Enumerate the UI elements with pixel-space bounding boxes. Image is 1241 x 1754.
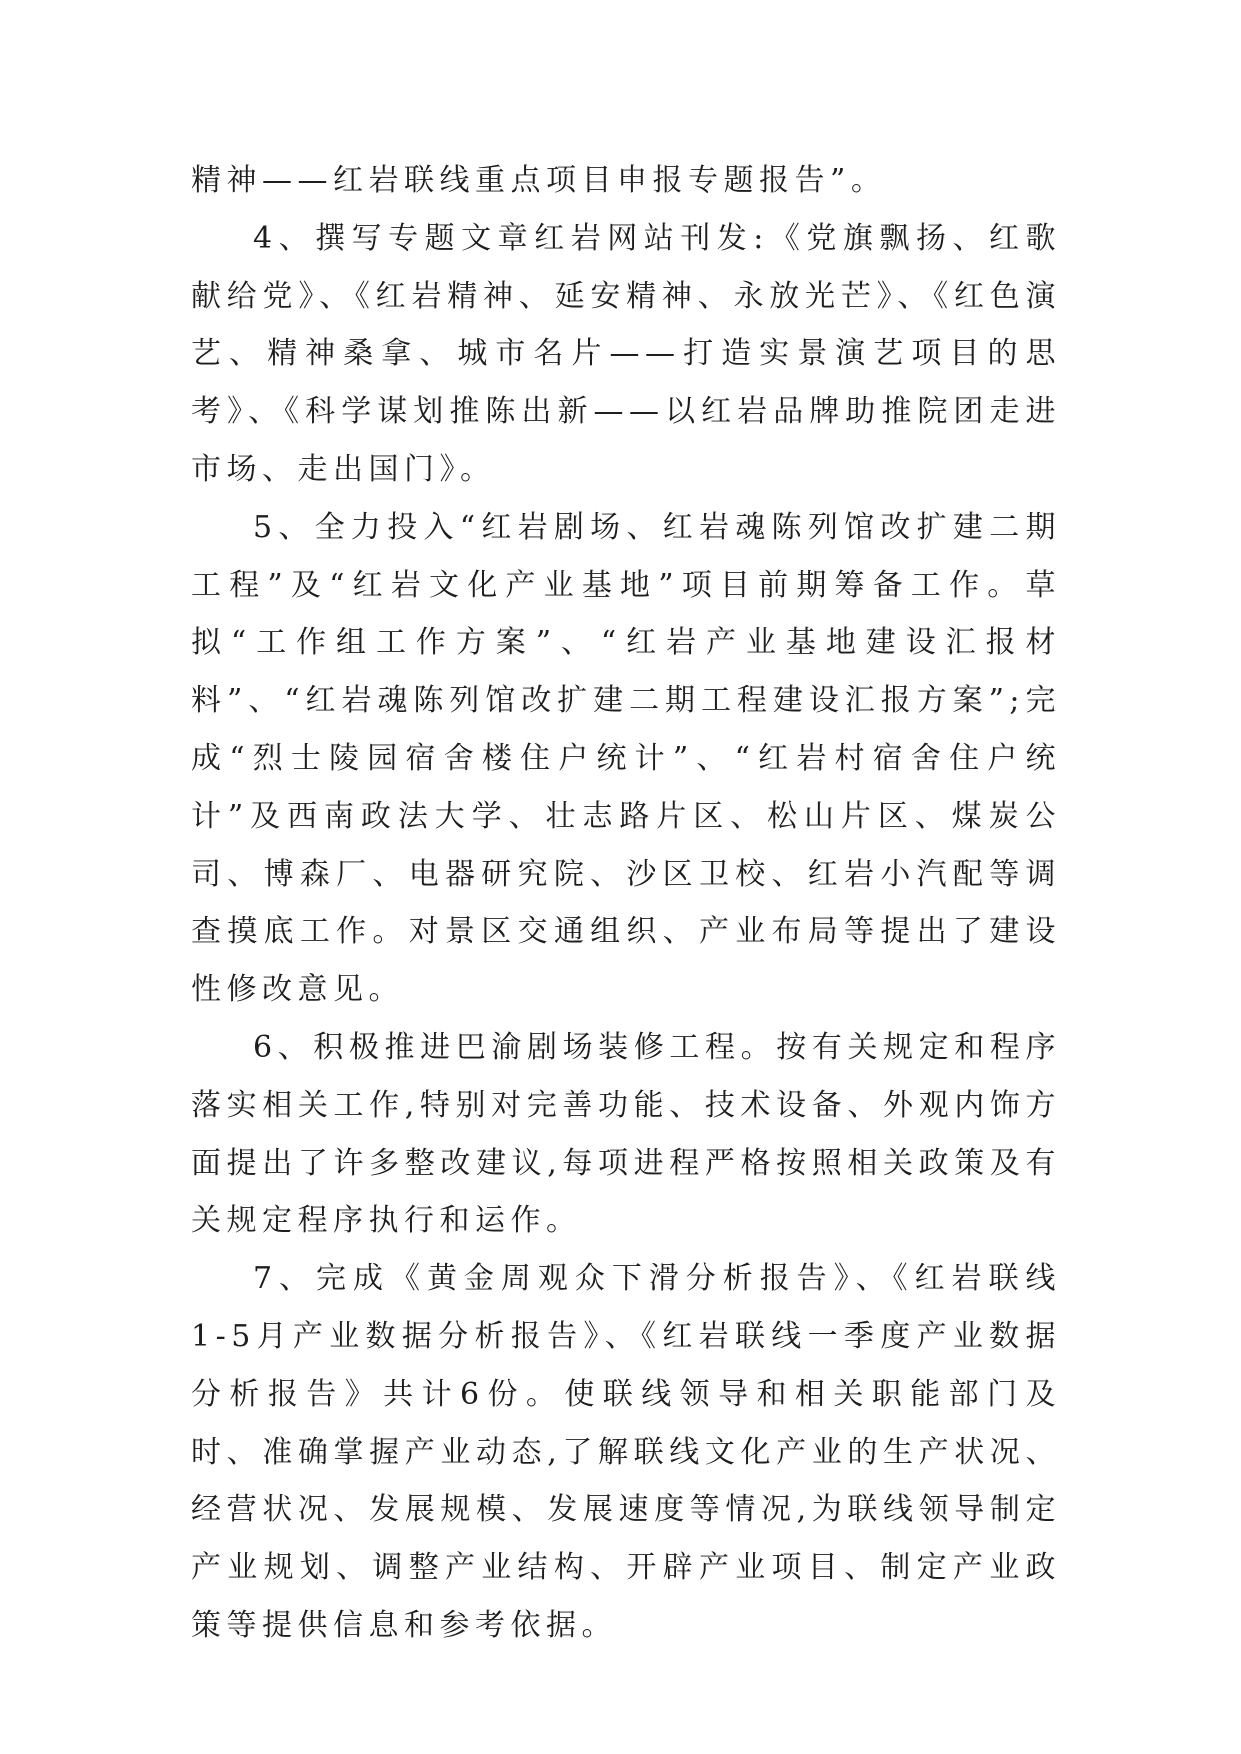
- paragraph-item-7: 7、完成《黄金周观众下滑分析报告》、《红岩联线1-5月产业数据分析报告》、《红岩联线一季度产业数据分析报告》共计6份。使联线领导和相关职能部门及时、准确掌握产业动态,了解联线文化产业的生产状况、经营状况、发展规模、发展速度等情况,为联线领导制定产业规划、调整产业结构、开辟产业项目、制定产业政策等提供信息和参考依据。: [191, 1261, 1061, 1643]
- paragraph-item-6: 6、积极推进巴渝剧场装修工程。按有关规定和程序落实相关工作,特别对完善功能、技术设备、外观内饰方面提出了许多整改建议,每项进程严格按照相关政策及有关规定程序执行和运作。: [191, 1029, 1061, 1239]
- paragraph-item-4: 4、撰写专题文章红岩网站刊发:《党旗飘扬、红歌献给党》、《红岩精神、延安精神、永放光芒》、《红色演艺、精神桑拿、城市名片——打造实景演艺项目的思考》、《科学谋划推陈出新——以红岩品牌助推院团走进市场、走出国门》。: [191, 220, 1061, 487]
- document-page: [191, 152, 1061, 1655]
- paragraph-item-5: 5、全力投入“红岩剧场、红岩魂陈列馆改扩建二期工程”及“红岩文化产业基地”项目前期筹备工作。草拟“工作组工作方案”、“红岩产业基地建设汇报材料”、“红岩魂陈列馆改扩建二期工程建设汇报方案”;完成“烈士陵园宿舍楼住户统计”、“红岩村宿舍住户统计”及西南政法大学、壮志路片区、松山片区、煤炭公司、博森厂、电器研究院、沙区卫校、红岩小汽配等调查摸底工作。对景区交通组织、产业布局等提出了建设性修改意见。: [191, 509, 1061, 1008]
- paragraph-continuation: 精神——红岩联线重点项目申报专题报告”。: [191, 163, 887, 198]
